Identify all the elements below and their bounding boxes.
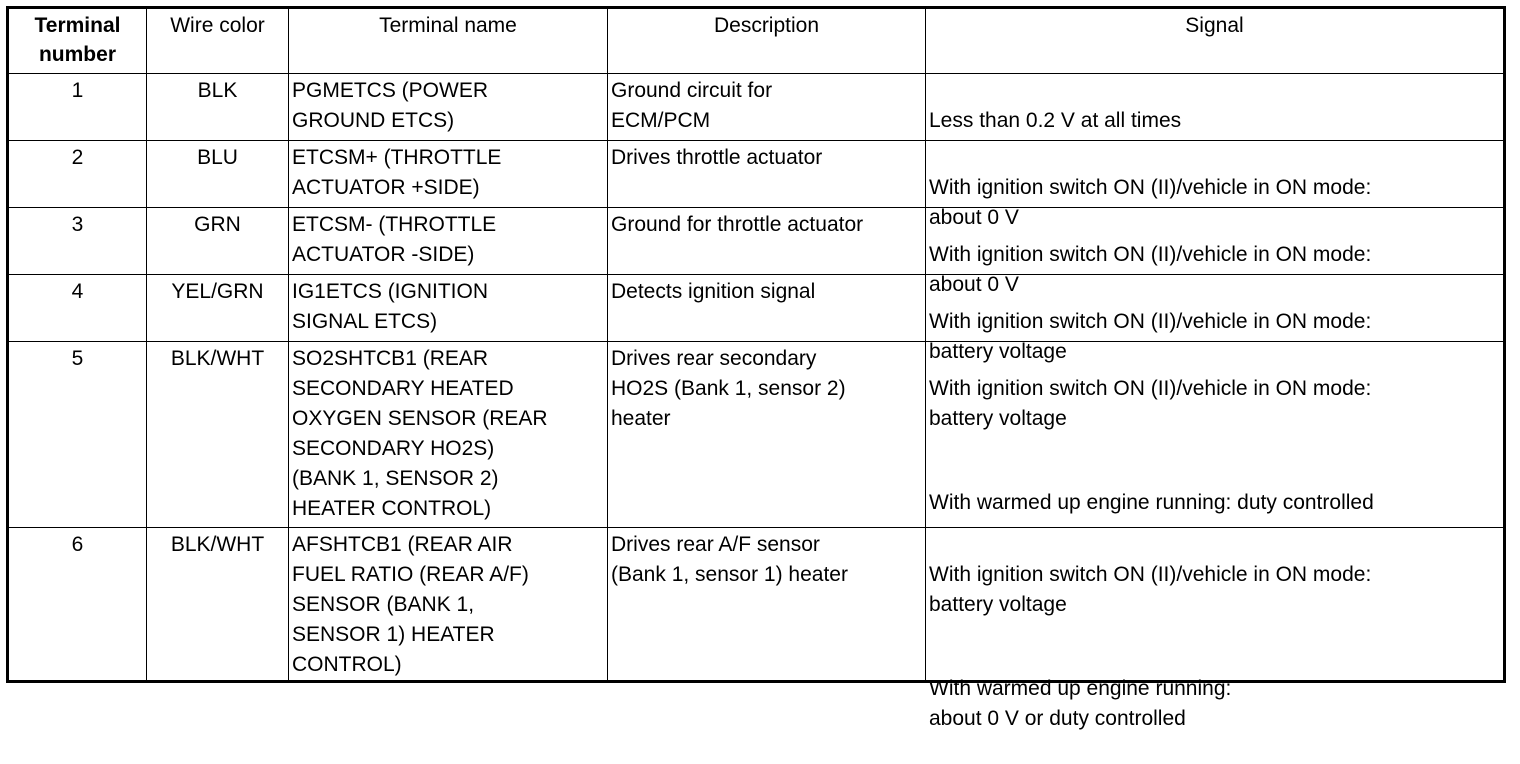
- signal-line: With warmed up engine running: about 0 V or duty controlled: [929, 677, 1232, 730]
- signal: [926, 342, 1503, 527]
- wire-color: BLK/WHT: [147, 342, 289, 527]
- header-terminal-number: Terminal number: [9, 9, 147, 73]
- terminal-number: 5: [9, 342, 147, 527]
- description: Drives throttle actuator: [608, 141, 926, 207]
- header-terminal-name: Terminal name: [289, 9, 608, 73]
- terminal-name: ETCSM+ (THROTTLE ACTUATOR +SIDE): [289, 141, 608, 207]
- terminal-name: SO2SHTCB1 (REAR SECONDARY HEATED OXYGEN SENSOR (REAR SECONDARY HO2S) (BANK 1, SENSOR 2) HEATER CONTROL): [289, 342, 608, 527]
- terminal-number: 2: [9, 141, 147, 207]
- table-row: [9, 528, 1503, 730]
- signal-line: With ignition switch ON (II)/vehicle in ON mode: battery voltage: [929, 310, 1372, 363]
- wire-color: BLK/WHT: [147, 528, 289, 680]
- terminal-name: ETCSM- (THROTTLE ACTUATOR -SIDE): [289, 208, 608, 274]
- signal: [926, 141, 1503, 229]
- description: Ground for throttle actuator: [608, 208, 926, 274]
- wire-color: BLK: [147, 74, 289, 140]
- header-row: [9, 9, 1503, 74]
- signal-line: With warmed up engine running: duty controlled: [929, 491, 1374, 514]
- signal: [926, 528, 1503, 730]
- signal: [926, 74, 1503, 140]
- table-row: [9, 74, 1503, 141]
- description: Drives rear secondary HO2S (Bank 1, sensor 2) heater: [608, 342, 926, 527]
- terminal-number: 4: [9, 275, 147, 341]
- signal-line: With ignition switch ON (II)/vehicle in ON mode: battery voltage: [929, 377, 1372, 430]
- terminal-name: PGMETCS (POWER GROUND ETCS): [289, 74, 608, 140]
- terminal-name: AFSHTCB1 (REAR AIR FUEL RATIO (REAR A/F) SENSOR (BANK 1, SENSOR 1) HEATER CONTROL): [289, 528, 608, 680]
- terminal-number: 3: [9, 208, 147, 274]
- header-description: Description: [608, 9, 926, 73]
- signal-line: With ignition switch ON (II)/vehicle in ON mode: about 0 V: [929, 243, 1372, 296]
- signal: [926, 275, 1503, 363]
- signal-line: Less than 0.2 V at all times: [929, 109, 1182, 132]
- wire-color: GRN: [147, 208, 289, 274]
- header-wire-color: Wire color: [147, 9, 289, 73]
- wire-color: YEL/GRN: [147, 275, 289, 341]
- terminal-name: IG1ETCS (IGNITION SIGNAL ETCS): [289, 275, 608, 341]
- header-signal: Signal: [1185, 14, 1244, 37]
- signal-line: With ignition switch ON (II)/vehicle in ON mode: about 0 V: [929, 176, 1372, 229]
- signal-line: With ignition switch ON (II)/vehicle in ON mode: battery voltage: [929, 563, 1372, 616]
- table-row: [9, 342, 1503, 528]
- description: Drives rear A/F sensor (Bank 1, sensor 1) heater: [608, 528, 926, 680]
- terminal-number: 1: [9, 74, 147, 140]
- description: Detects ignition signal: [608, 275, 926, 341]
- terminal-table: [6, 6, 1506, 730]
- wire-color: BLU: [147, 141, 289, 207]
- terminal-number: 6: [9, 528, 147, 680]
- signal: [926, 208, 1503, 296]
- description: Ground circuit for ECM/PCM: [608, 74, 926, 140]
